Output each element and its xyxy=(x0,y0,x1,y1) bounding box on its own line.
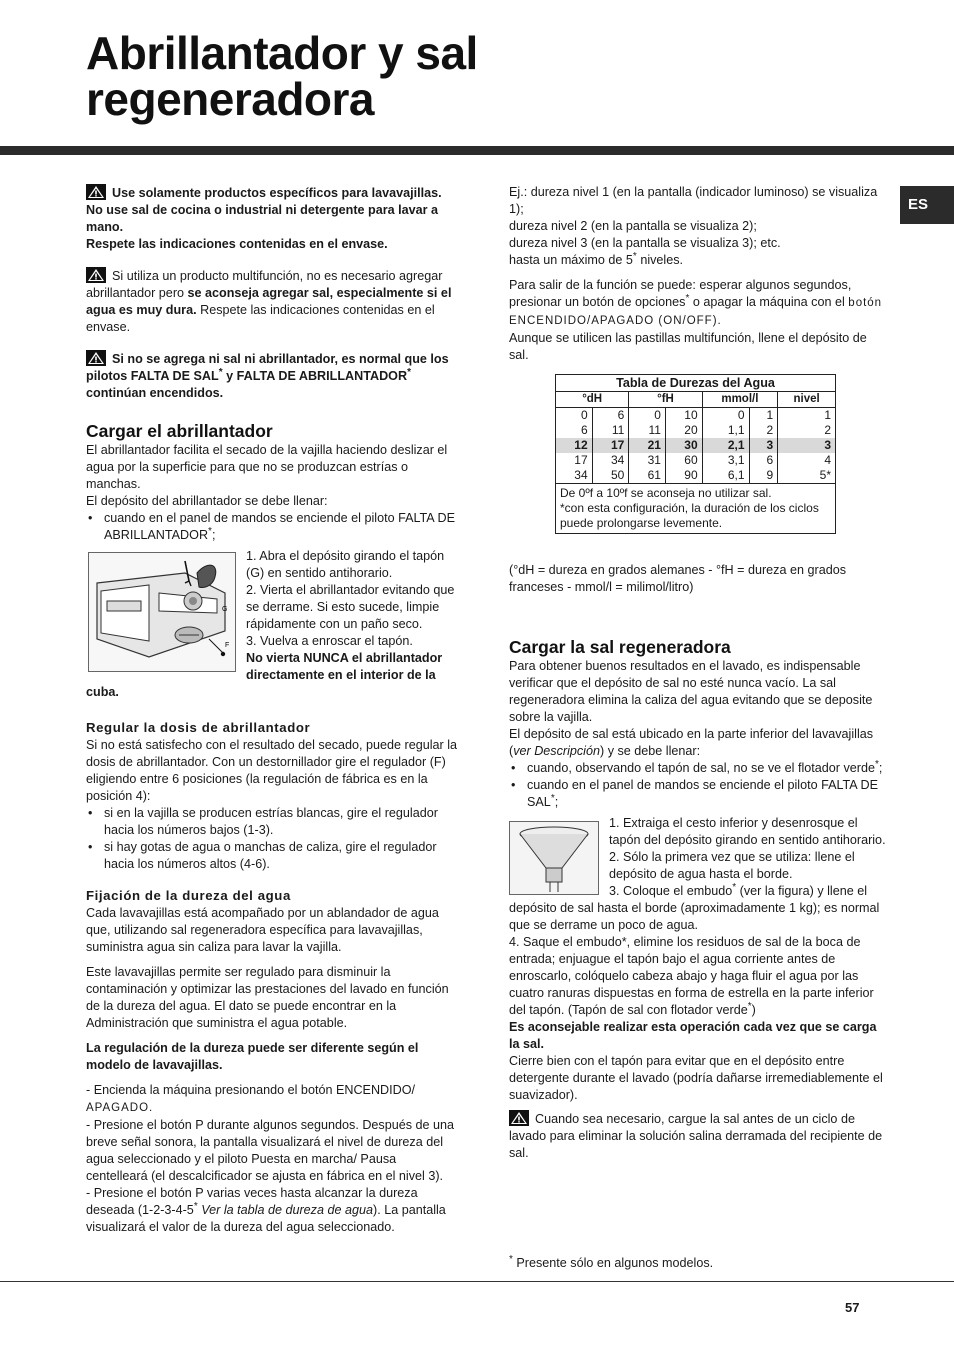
abr-list xyxy=(86,510,461,544)
warning-icon xyxy=(86,267,106,283)
warning-pilots xyxy=(86,350,461,402)
table-cell: 3 xyxy=(778,438,836,453)
warning-products xyxy=(86,184,461,253)
table-cell: 31 xyxy=(629,453,666,468)
page-title xyxy=(86,27,478,125)
page-number: 57 xyxy=(845,1300,860,1315)
table-cell: 90 xyxy=(665,468,702,484)
footnote-star: * xyxy=(732,881,737,893)
sal-bold-note xyxy=(509,1019,889,1053)
table-cell: 12 xyxy=(556,438,593,453)
table-cell: 1 xyxy=(749,408,778,424)
sal-step-4a: 4. Saque el embudo*, elimine los residuos de sal de la boca de entrada; enjuague el tapón bajo el agua corriente antes de enroscarlo, colóquelo cabeza abajo y haga fluir el agua por las cuatro ranuras dispuestas en forma de estrella en la parte inferior del tapón. (Tapón de sal con flotador verde xyxy=(509,935,874,1017)
dur-paragraph-3 xyxy=(86,1040,461,1074)
dur-paragraph-3-text: La regulación de la dureza puede ser diferente según el modelo de lavavajillas. xyxy=(86,1041,419,1072)
section-heading-sal: Cargar la sal regeneradora xyxy=(509,637,731,657)
warning-products-text-b: No use sal de cocina o industrial ni detergente para lavar a mano. xyxy=(86,203,439,234)
exit-text-a: Para salir de la función se puede: esperar algunos segundos, presionar un botón de opciones xyxy=(509,278,852,309)
example-4b: niveles. xyxy=(636,253,684,267)
example-4a: hasta un máximo de 5 xyxy=(509,253,633,267)
list-item: • si en la vajilla se producen estrías blancas, gire el regulador hacia los números bajos (1-3). xyxy=(86,805,461,839)
table-cell: 3,1 xyxy=(702,453,749,468)
table-cell: 6 xyxy=(556,423,593,438)
footnote-text: Presente sólo en algunos modelos. xyxy=(516,1256,714,1270)
table-cell: 61 xyxy=(629,468,666,484)
hardness-table-caption: Tabla de Durezas del Agua xyxy=(556,375,836,392)
table-cell: 4 xyxy=(778,453,836,468)
dur-step-3c: ). La pantalla visualizará el valor de la dureza del agua seleccionado. xyxy=(86,1203,446,1234)
example-3: dureza nivel 3 (en la pantalla se visualiza 3); etc. xyxy=(509,236,781,250)
hardness-legend: (°dH = dureza en grados alemanes - °fH = dureza en grados franceses - mmol/l = milimol/litro) xyxy=(509,563,846,594)
reg-list xyxy=(86,805,461,873)
sal-step-4b: ) xyxy=(751,1003,756,1017)
table-cell: 6 xyxy=(749,453,778,468)
table-cell: 11 xyxy=(629,423,666,438)
footnote-star: * xyxy=(208,525,212,537)
pilots-text-b: y FALTA DE ABRILLANTADOR xyxy=(222,369,408,383)
page-title-line2: regeneradora xyxy=(86,73,375,125)
table-cell: 5* xyxy=(778,468,836,484)
reg-paragraph: Si no está satisfecho con el resultado del secado, puede regular la dosis de abrillantador. Con un destornillador gire el regulador (F) eligiendo entre 6 posiciones (la regulación de fábrica es en la posición 4): xyxy=(86,738,458,803)
list-item: • cuando, observando el tapón de sal, no se ve el flotador verde*; xyxy=(509,760,889,777)
table-note-1: De 0ºf a 10ºf se aconseja no utilizar sal. xyxy=(560,486,772,500)
sal-step-3b: (ver la figura) y llene el depósito de sal hasta el borde (aproximadamente 1 kg); es normal que se derrame un poco de agua. xyxy=(509,884,880,932)
dur-step-1a: - Encienda la máquina presionando el botón ENCENDIDO/ xyxy=(86,1083,416,1097)
sal-warning-text: Cuando sea necesario, cargue la sal antes de un ciclo de lavado para eliminar la solución salina derramada del recipiente de sal. xyxy=(509,1112,883,1160)
funnel-figure xyxy=(509,821,599,895)
table-cell: 0 xyxy=(629,408,666,424)
sal-steps xyxy=(509,815,889,883)
footnote-star: * xyxy=(407,366,411,378)
sal-paragraph-1: Para obtener buenos resultados en el lavado, es indispensable verificar que el depósito de sal no esté nunca vacío. La sal regeneradora elimina la caliza del agua evitando que se deposite sobre la vajilla. xyxy=(509,659,873,724)
hardness-table-note xyxy=(556,484,836,534)
table-cell: 10 xyxy=(665,408,702,424)
table-header: mmol/l xyxy=(702,392,778,408)
list-item xyxy=(86,510,461,544)
multifunction-text-b: se aconseja agregar sal, especialmente si el agua es muy dura. xyxy=(86,286,452,317)
footnote xyxy=(509,1255,889,1272)
table-cell: 50 xyxy=(592,468,629,484)
warning-icon xyxy=(86,350,106,366)
footer-rule xyxy=(0,1281,954,1282)
page-title-line1: Abrillantador y sal xyxy=(86,27,478,79)
table-cell: 2,1 xyxy=(702,438,749,453)
pilots-text-c: continúan encendidos. xyxy=(86,386,224,400)
multifunction-text-c: Respete las indicaciones contenidas en el envase. xyxy=(86,303,435,334)
sal-p2c: ) y se debe llenar: xyxy=(600,744,701,758)
table-cell: 9 xyxy=(749,468,778,484)
dur-step-1 xyxy=(86,1082,461,1117)
example-2: dureza nivel 2 (en la pantalla se visualiza 2); xyxy=(509,219,757,233)
multifunction-text-a: Si utiliza un producto multifunción, no es necesario agregar abrillantador pero xyxy=(86,269,443,300)
table-cell: 17 xyxy=(592,438,629,453)
abr-list-text: cuando en el panel de mandos se enciende el piloto FALTA DE ABRILLANTADOR xyxy=(104,511,455,542)
table-row xyxy=(556,453,836,468)
subheading-dureza: Fijación de la dureza del agua xyxy=(86,888,291,903)
sal-p2b: ver Descripción xyxy=(513,744,600,758)
footnote-star: * xyxy=(193,1200,198,1212)
language-tab: ES xyxy=(900,186,954,224)
table-row xyxy=(556,468,836,484)
sal-step-3a: 3. Coloque el embudo xyxy=(609,884,733,898)
sal-step-4 xyxy=(509,934,889,1019)
warning-icon xyxy=(86,184,106,200)
table-cell: 60 xyxy=(665,453,702,468)
label-f: F xyxy=(225,642,230,649)
warning-products-text: Use solamente productos específicos para lavavajillas. xyxy=(112,186,442,200)
warning-multifunction xyxy=(86,267,461,336)
sal-step-1: 1. Extraiga el cesto inferior y desenrosque el tapón del depósito girando en sentido antihorario. xyxy=(609,816,886,847)
sal-close-note: Cierre bien con el tapón para evitar que en el depósito entre detergente durante el lavado (podría dañarse irremediablemente el suavizador). xyxy=(509,1054,883,1102)
warning-icon xyxy=(509,1110,529,1126)
rinse-aid-dispenser-figure xyxy=(88,552,236,672)
table-row-highlighted xyxy=(556,438,836,453)
sal-p2a: El depósito de sal está ubicado en la parte inferior del lavavajillas ( xyxy=(509,727,874,758)
footnote-star: * xyxy=(218,366,223,378)
table-cell: 34 xyxy=(556,468,593,484)
table-cell: 11 xyxy=(592,423,629,438)
sal-bold-text: Es aconsejable realizar esta operación cada vez que se carga la sal. xyxy=(509,1020,877,1051)
table-cell: 17 xyxy=(556,453,593,468)
table-header: °dH xyxy=(556,392,629,408)
dur-paragraph-1: Cada lavavajillas está acompañado por un ablandador de agua que, utilizando sal regeneradora específica para lavavajillas, suministra agua sin caliza para lavar la vajilla. xyxy=(86,906,439,954)
sal-warning xyxy=(509,1110,889,1162)
header-rule xyxy=(0,146,954,155)
exit-paragraph xyxy=(509,277,889,330)
table-cell: 1 xyxy=(778,408,836,424)
footnote-star: * xyxy=(550,792,555,804)
sal-list xyxy=(509,760,889,811)
exit-text-d: Aunque se utilicen las pastillas multifunción, llene el depósito de sal. xyxy=(509,331,867,362)
table-cell: 0 xyxy=(702,408,749,424)
sal-list-2: cuando en el panel de mandos se enciende el piloto FALTA DE SAL xyxy=(527,778,878,809)
dur-step-3 xyxy=(86,1185,461,1236)
abr-paragraph-1: El abrillantador facilita el secado de la vajilla haciendo deslizar el agua por la superficie para que no se produzcan estrías o manchas. xyxy=(86,443,448,491)
dur-step-2: - Presione el botón P durante algunos segundos. Después de una breve señal sonora, la pantalla visualizará el nivel de dureza del agua seleccionado y el piloto Puesta en marcha/ Pausa centelleará (el descalcificador se ajusta en fábrica en el nivel 3). xyxy=(86,1118,455,1183)
abr-paragraph-2: El depósito del abrillantador se debe llenar: xyxy=(86,494,328,508)
section-heading-abrillantador: Cargar el abrillantador xyxy=(86,421,273,441)
table-cell: 21 xyxy=(629,438,666,453)
footnote-star: * xyxy=(874,758,879,770)
exit-text-b: o apagar la máquina con el xyxy=(689,295,849,309)
abr-step-4-text: No vierta NUNCA el abrillantador directamente en el interior de la cuba. xyxy=(86,651,443,699)
list-item: • cuando en el panel de mandos se enciende el piloto FALTA DE SAL*; xyxy=(509,777,889,811)
abr-step-2: 2. Vierta el abrillantador evitando que se derrame. Si esto sucede, limpie rápidamente con un paño seco. xyxy=(246,583,455,631)
table-cell: 0 xyxy=(556,408,593,424)
table-note-2: *con esta configuración, la duración de los ciclos puede prolongarse levemente. xyxy=(560,501,819,530)
footnote-star: * xyxy=(747,1000,752,1012)
sal-step-2: 2. Sólo la primera vez que se utiliza: llene el depósito de agua hasta el borde. xyxy=(609,850,855,881)
sal-paragraph-2 xyxy=(509,726,889,760)
list-item: • si hay gotas de agua o manchas de caliza, gire el regulador hacia los números altos (4-6). xyxy=(86,839,461,873)
table-cell: 3 xyxy=(749,438,778,453)
dur-paragraph-2: Este lavavajillas permite ser regulado para disminuir la contaminación y optimizar las prestaciones del lavado en función de la dureza del agua. El dato se puede encontrar en la Administración que suministra el agua potable. xyxy=(86,965,449,1030)
abr-step-1: 1. Abra el depósito girando el tapón (G) en sentido antihorario. xyxy=(246,549,445,580)
dur-step-3b: Ver la tabla de dureza de agua xyxy=(201,1203,373,1217)
pilots-text-a: Si no se agrega ni sal ni abrillantador, es normal que los pilotos FALTA DE SAL xyxy=(86,352,449,383)
footnote-star: * xyxy=(509,1253,513,1265)
subheading-regular-dosis: Regular la dosis de abrillantador xyxy=(86,720,311,735)
table-row xyxy=(556,423,836,438)
hardness-table xyxy=(555,374,836,534)
table-cell: 30 xyxy=(665,438,702,453)
table-row xyxy=(556,408,836,424)
footnote-star: * xyxy=(632,250,637,262)
label-g: G xyxy=(222,606,228,613)
table-header: °fH xyxy=(629,392,702,408)
dur-step-3a: - Presione el botón P varias veces hasta alcanzar la dureza deseada (1-2-3-4-5 xyxy=(86,1186,418,1217)
abr-steps xyxy=(86,548,461,701)
table-cell: 20 xyxy=(665,423,702,438)
left-column xyxy=(86,184,461,1236)
table-cell: 2 xyxy=(778,423,836,438)
example-4 xyxy=(509,252,889,269)
abr-list-end: ; xyxy=(211,528,216,542)
example-1: Ej.: dureza nivel 1 (en la pantalla (indicador luminoso) se visualiza 1); xyxy=(509,185,878,216)
table-cell: 6 xyxy=(592,408,629,424)
table-cell: 34 xyxy=(592,453,629,468)
sal-list-1: cuando, observando el tapón de sal, no se ve el flotador verde xyxy=(527,761,875,775)
table-cell: 2 xyxy=(749,423,778,438)
table-header: nivel xyxy=(778,392,836,408)
dur-step-1b: APAGADO. xyxy=(86,1102,154,1114)
table-cell: 6,1 xyxy=(702,468,749,484)
right-column xyxy=(509,184,889,1162)
exit-text-c: botón ENCENDIDO/APAGADO (ON/OFF). xyxy=(509,297,883,327)
warning-products-text-c: Respete las indicaciones contenidas en el envase. xyxy=(86,237,388,251)
abr-step-3: 3. Vuelva a enroscar el tapón. xyxy=(246,634,413,648)
footnote-star: * xyxy=(685,292,690,304)
table-cell: 1,1 xyxy=(702,423,749,438)
